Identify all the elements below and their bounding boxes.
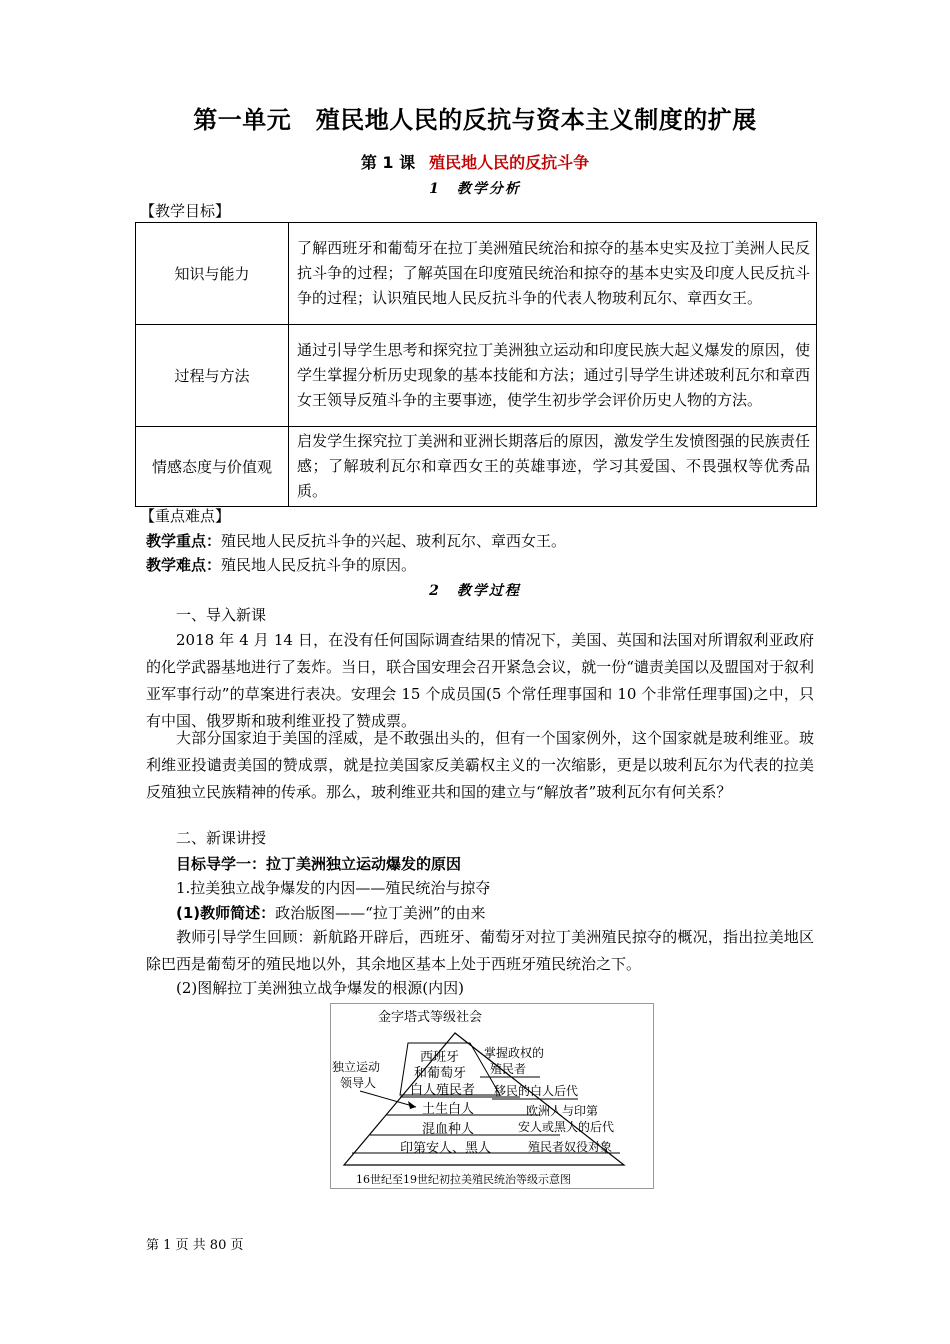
goal-content: 启发学生探究拉丁美洲和亚洲长期落后的原因，激发学生发愤图强的民族责任感；了解玻利瓦尔和章西女王的英雄事迹，学习其爱国、不畏强权等优秀品质。: [289, 427, 817, 507]
intro-paragraph-1: 2018 年 4 月 14 日，在没有任何国际调查结果的情况下，美国、英国和法国对所谓叙利亚政府的化学武器基地进行了轰炸。当日，联合国安理会召开紧急会议，就一份“谴责美国以及盟国对于叙利亚军事行动”的草案进行表决。安理会 15 个成员国(5 个常任理事国和 10 个非常任理事国)之中，只有中国、俄罗斯和玻利维亚投了赞成票。: [146, 631, 814, 730]
section-heading-process: 2 教学过程: [429, 583, 521, 599]
key-text: 殖民地人民反抗斗争的兴起、玻利瓦尔、章西女王。: [221, 532, 567, 550]
table-row: [136, 427, 817, 507]
diff-text: 殖民地人民反抗斗争的原因。: [221, 556, 417, 574]
right-label-4: 殖民者奴役对象: [528, 1140, 613, 1154]
sub-point-2: (2)图解拉丁美洲独立战争爆发的根源(内因): [176, 979, 464, 997]
diagram-caption: 16世纪至19世纪初拉美殖民统治等级示意图: [356, 1173, 571, 1186]
goals-heading: 【教学目标】: [140, 202, 231, 220]
intro-heading: 一、导入新课: [176, 606, 267, 624]
sub-point-1-label: (1)教师简述：: [176, 904, 276, 922]
sub-point-1-text: 政治版图——“拉丁美洲”的由来: [275, 904, 486, 922]
difficult-point: [146, 552, 416, 579]
right-label-2: 移民的白人后代: [494, 1084, 579, 1098]
intro-paragraph-2: 大部分国家迫于美国的淫威，是不敢强出头的，但有一个国家例外，这个国家就是玻利维亚。玻利维亚投谴责美国的赞成票，就是拉美国家反美霸权主义的一次缩影，更是以玻利瓦尔为代表的拉美反殖独立民族精神的传承。那么，玻利维亚共和国的建立与“解放者”玻利瓦尔有何关系？: [146, 729, 814, 801]
right-label-1-line1: 掌握政权的: [484, 1046, 545, 1060]
diagram-title: 金字塔式等级社会: [378, 1010, 483, 1025]
new-lesson-heading: 二、新课讲授: [176, 829, 267, 847]
lesson-heading: [0, 150, 950, 173]
hierarchy-pyramid-diagram: [330, 1003, 654, 1189]
pyramid-top-line1: 西班牙: [420, 1050, 460, 1065]
teaching-goals-table: [135, 222, 817, 507]
objective-1: 目标导学一：拉丁美洲独立运动爆发的原因: [176, 855, 462, 873]
unit-title: 第一单元 殖民地人民的反抗与资本主义制度的扩展: [193, 106, 757, 134]
pyramid-top-line2: 和葡萄牙: [414, 1066, 467, 1081]
lesson-number: 第 1 课: [360, 153, 416, 172]
goal-content: 通过引导学生思考和探究拉丁美洲独立运动和印度民族大起义爆发的原因，使学生掌握分析历史现象的基本技能和方法；通过引导学生讲述玻利瓦尔和章西女王领导反殖斗争的主要事迹，使学生初步学会评价历史人物的方法。: [289, 325, 817, 427]
teacher-paragraph: 教师引导学生回顾：新航路开辟后，西班牙、葡萄牙对拉丁美洲殖民掠夺的概况，指出拉美地区除巴西是葡萄牙的殖民地以外，其余地区基本上处于西班牙殖民统治之下。: [146, 928, 814, 973]
goal-content: 了解西班牙和葡萄牙在拉丁美洲殖民统治和掠夺的基本史实及拉丁美洲人民反抗斗争的过程；了解英国在印度殖民统治和掠夺的基本史实及印度人民反抗斗争的过程；认识殖民地人民反抗斗争的代表人物玻利瓦尔、章西女王。: [289, 223, 817, 325]
page-footer: 第 1 页 共 80 页: [146, 1238, 244, 1253]
pyramid-white-colonists: 白人殖民者: [410, 1083, 476, 1098]
goal-label: 过程与方法: [136, 325, 289, 427]
keypoints-heading: 【重点难点】: [140, 507, 231, 525]
goal-label: 情感态度与价值观: [136, 427, 289, 507]
left-label-line2: 领导人: [340, 1076, 377, 1090]
key-label: 教学重点：: [146, 532, 222, 550]
sub-point-1: [176, 900, 486, 927]
table-row: [136, 325, 817, 427]
point-1: 1.拉美独立战争爆发的内因——殖民统治与掠夺: [176, 879, 491, 897]
right-label-3-line2: 安人或黑人的后代: [518, 1120, 615, 1134]
table-row: [136, 223, 817, 325]
right-label-3-line1: 欧洲人与印第: [526, 1104, 599, 1118]
pyramid-creole: 土生白人: [422, 1102, 475, 1117]
key-point: [146, 528, 566, 555]
lesson-title: 殖民地人民的反抗斗争: [429, 153, 590, 172]
section-heading-analysis: 1 教学分析: [429, 181, 521, 197]
goal-label: 知识与能力: [136, 223, 289, 325]
pyramid-base: 印第安人、黑人: [400, 1141, 492, 1156]
pyramid-mestizo: 混血种人: [422, 1122, 475, 1137]
left-label-line1: 独立运动: [332, 1060, 381, 1074]
diff-label: 教学难点：: [146, 556, 222, 574]
right-label-1-line2: 殖民者: [490, 1062, 527, 1076]
